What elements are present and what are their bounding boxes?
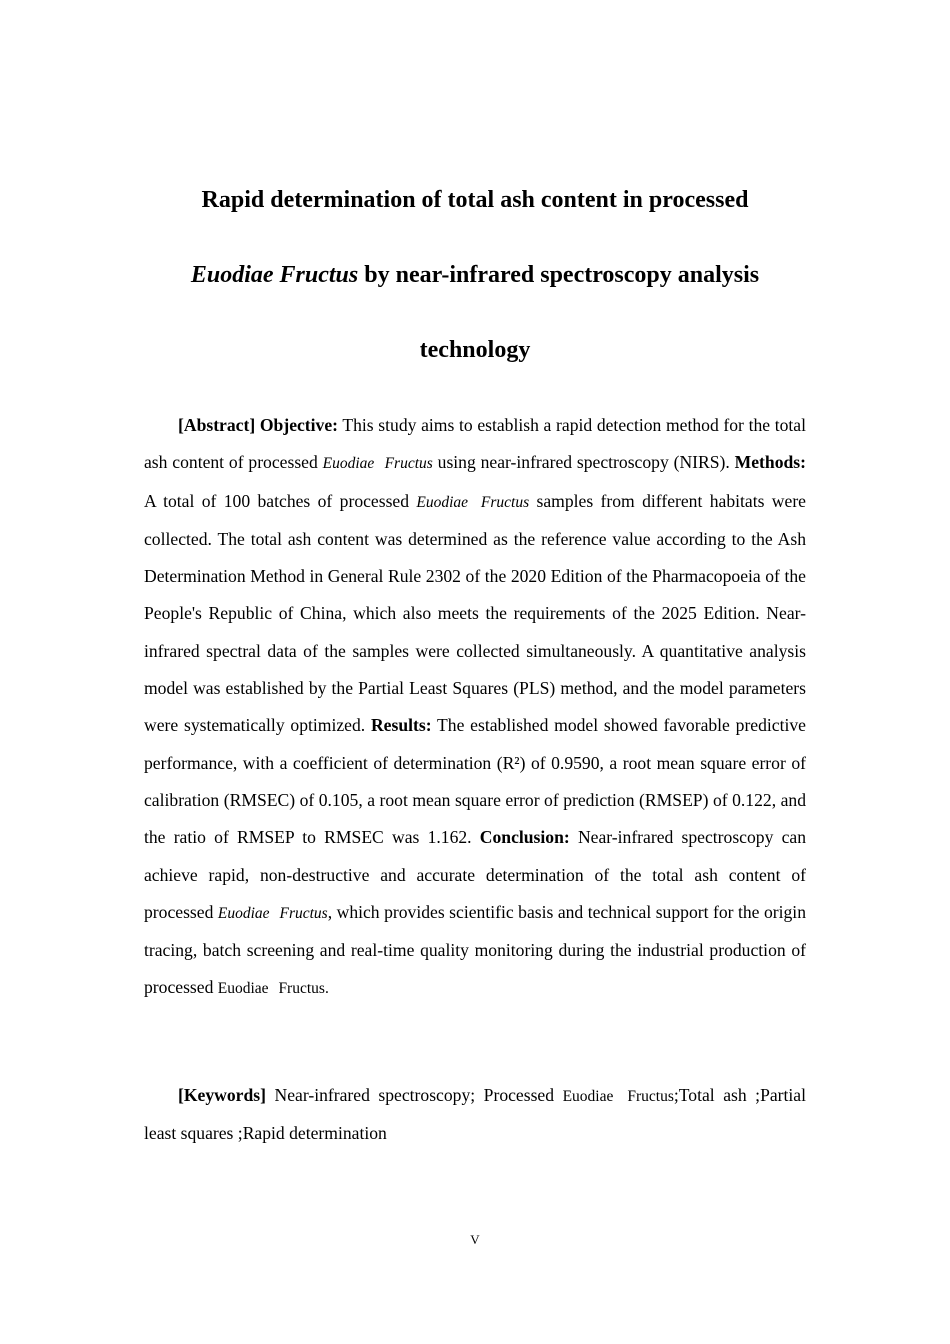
title-line-3: technology: [419, 337, 531, 363]
species-name: Euodiae Fructus: [322, 455, 433, 473]
conclusion-label: Conclusion:: [479, 827, 570, 848]
results-text: The established model showed favorable predictive performance, with a coefficient of determination (R²) of 0.9590, a root mean square error of calibration (RMSEC) of 0.105, a root mean square error of prediction (RMSEP) of 0.122, and the ratio of RMSEP to RMSEC was 1.162.: [144, 715, 806, 848]
keywords-text-1: Near-infrared spectroscopy; Processed: [274, 1085, 555, 1105]
conclusion-text-2: , which provides scientific basis and technical support for the origin tracing, batch screening and real-time quality monitoring during the industrial production of processed: [144, 901, 806, 998]
results-label: Results:: [370, 715, 432, 736]
objective-label: Objective:: [259, 415, 339, 435]
title-line-2: [0, 260, 950, 290]
page-number: V: [470, 1232, 480, 1247]
objective-text-2: using near-infrared spectroscopy (NIRS).: [432, 452, 730, 473]
abstract-section: [144, 407, 806, 1008]
conclusion-text-1: Near-infrared spectroscopy can achieve rapid, non-destructive and accurate determination of the total ash content of processed: [144, 827, 806, 922]
methods-label: Methods:: [734, 452, 806, 473]
species-name: Euodiae Fructus: [562, 1088, 674, 1105]
keywords-section: [144, 1077, 806, 1153]
keywords-paragraph: [144, 1077, 806, 1153]
objective-text-1: This study aims to establish a rapid detection method for the total ash content of processed: [144, 415, 806, 473]
species-name: Euodiae Fructus: [217, 904, 328, 922]
methods-text-2: samples from different habitats were collected. The total ash content was determined as the reference value according to the Ash Determination Method in General Rule 2302 of the 2020 Edition of the Pharmacopoeia of the People's Republic of China, which also meets the requirements of the 2025 Edition. Near-infrared spectral data of the samples were collected simultaneously. A quantitative analysis model was established by the Partial Least Squares (PLS) method, and the model parameters were systematically optimized.: [144, 490, 806, 736]
abstract-label: [Abstract]: [178, 415, 256, 435]
title-species: Euodiae Fructus: [190, 262, 359, 288]
species-name: Euodiae Fructus.: [217, 980, 329, 998]
species-name: Euodiae Fructus: [416, 493, 530, 511]
abstract-paragraph: [144, 407, 806, 1008]
title-line-2-rest: by near-infrared spectroscopy analysis: [358, 262, 760, 288]
keywords-label: [Keywords]: [178, 1085, 266, 1105]
methods-text-1: A total of 100 batches of processed: [144, 490, 410, 511]
title-line-1: Rapid determination of total ash content in processed: [201, 187, 749, 213]
keywords-text-2: ;Total ash ;Partial least squares ;Rapid determination: [144, 1085, 806, 1144]
